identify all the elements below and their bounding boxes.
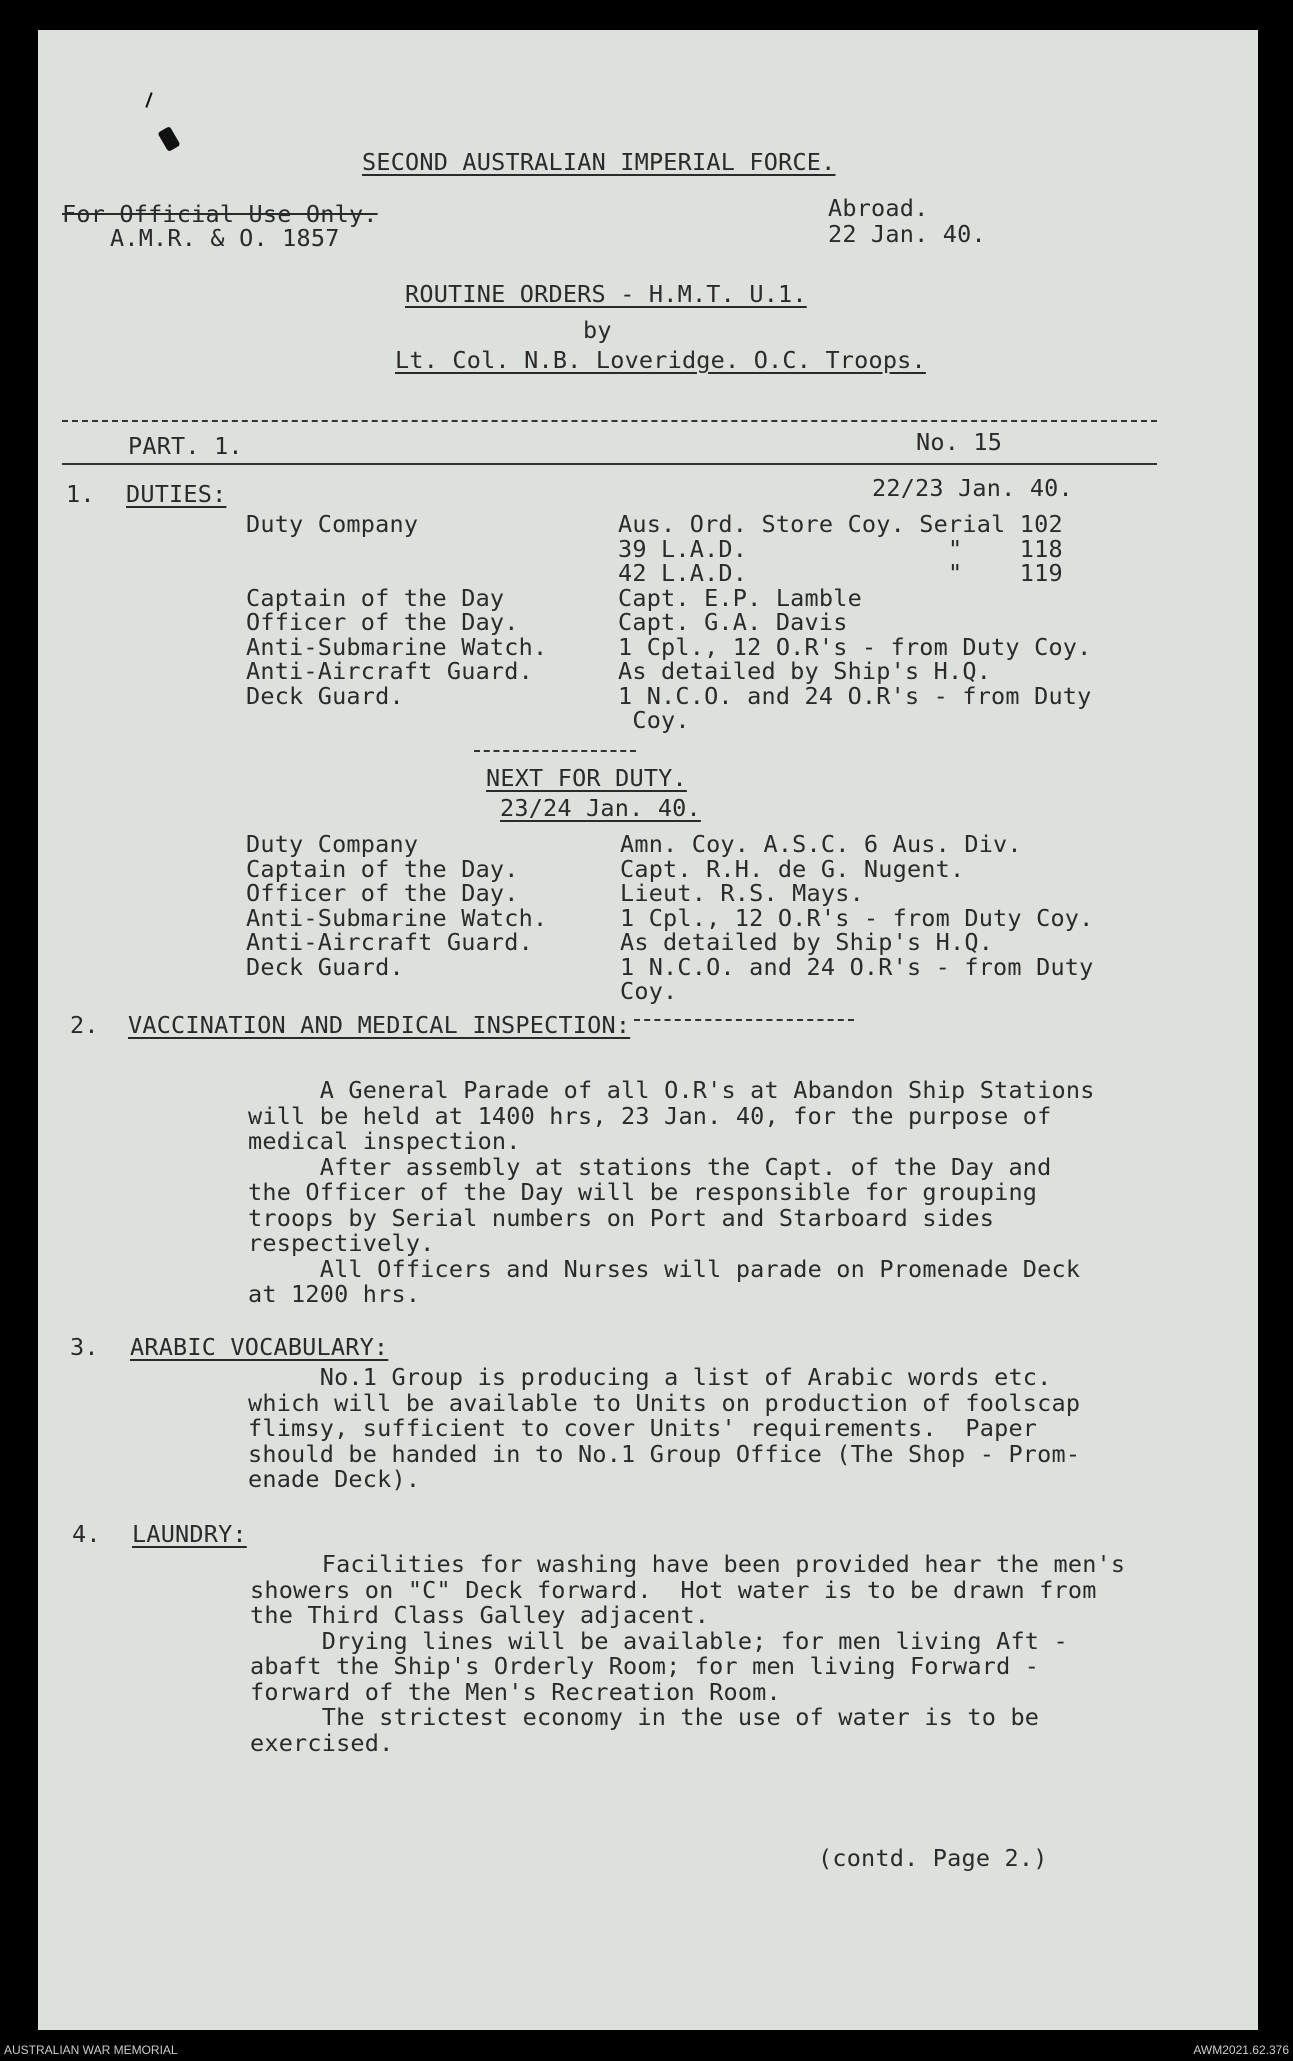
section-number: 2. bbox=[70, 1011, 99, 1039]
duty-assignment: Capt. E.P. Lamble bbox=[618, 583, 862, 612]
duty-assignment: Capt. R.H. de G. Nugent. bbox=[620, 854, 965, 883]
duty-role: Duty Company bbox=[246, 510, 419, 538]
duty-role: Deck Guard. bbox=[246, 952, 404, 981]
duties-date: 22/23 Jan. 40. bbox=[872, 474, 1073, 502]
duty-role: Anti-Aircraft Guard. bbox=[246, 657, 533, 685]
duty-assignment: Coy. bbox=[618, 706, 690, 734]
document-title: SECOND AUSTRALIAN IMPERIAL FORCE. bbox=[362, 148, 836, 176]
archive-credit: AUSTRALIAN WAR MEMORIAL bbox=[4, 2043, 178, 2057]
paragraph-line: flimsy, sufficient to cover Units' requirements. Paper bbox=[248, 1414, 1038, 1442]
separator bbox=[474, 750, 636, 752]
duty-assignment: Lieut. R.S. Mays. bbox=[620, 879, 864, 907]
paragraph-line: troops by Serial numbers on Port and Starboard sides bbox=[248, 1203, 995, 1232]
separator bbox=[634, 1019, 854, 1021]
duty-assignment: 1 Cpl., 12 O.R's - from Duty Coy. bbox=[618, 632, 1092, 661]
paragraph-line: enade Deck). bbox=[248, 1465, 421, 1493]
paragraph-line: exercised. bbox=[250, 1728, 394, 1757]
divider bbox=[62, 420, 1157, 422]
paragraph-line: respectively. bbox=[248, 1229, 435, 1257]
next-for-duty-date: 23/24 Jan. 40. bbox=[500, 794, 701, 822]
section-number: 4. bbox=[72, 1520, 101, 1548]
paragraph-line: Facilities for washing have been provided hear the men's bbox=[250, 1550, 1126, 1578]
section-heading-vaccination: VACCINATION AND MEDICAL INSPECTION: bbox=[128, 1011, 631, 1039]
place: Abroad. bbox=[828, 194, 929, 222]
order-number: No. 15 bbox=[916, 428, 1003, 456]
duty-assignment: Coy. bbox=[620, 977, 678, 1005]
paragraph-line: should be handed in to No.1 Group Office (The Shop - Prom- bbox=[248, 1439, 1081, 1468]
duty-assignment: 42 L.A.D. " 119 bbox=[618, 559, 1063, 587]
duty-role: Anti-Submarine Watch. bbox=[246, 632, 548, 661]
duty-assignment: As detailed by Ship's H.Q. bbox=[618, 657, 992, 685]
duty-assignment: As detailed by Ship's H.Q. bbox=[620, 928, 994, 956]
section-heading-arabic: ARABIC VOCABULARY: bbox=[130, 1333, 389, 1361]
duty-role: Deck Guard. bbox=[246, 681, 404, 710]
paragraph-line: the Officer of the Day will be responsible for grouping bbox=[248, 1178, 1038, 1206]
archive-reference: AWM2021.62.376 bbox=[1193, 2043, 1289, 2057]
paragraph-line: which will be available to Units on production of foolscap bbox=[248, 1388, 1081, 1417]
duty-assignment: 39 L.A.D. " 118 bbox=[618, 534, 1063, 563]
official-use-line: For Official Use Only. bbox=[62, 200, 378, 228]
duty-role: Officer of the Day. bbox=[246, 879, 519, 907]
paragraph-line: showers on "C" Deck forward. Hot water is to be drawn from bbox=[250, 1575, 1097, 1604]
orders-title: ROUTINE ORDERS - H.M.T. U.1. bbox=[405, 280, 807, 308]
duty-role: Officer of the Day. bbox=[246, 608, 519, 636]
divider bbox=[62, 463, 1157, 465]
paragraph-line: forward of the Men's Recreation Room. bbox=[250, 1677, 781, 1706]
paragraph-line: medical inspection. bbox=[248, 1127, 521, 1155]
next-for-duty-heading: NEXT FOR DUTY. bbox=[486, 764, 687, 792]
duty-assignment: Aus. Ord. Store Coy. Serial 102 bbox=[618, 510, 1063, 538]
header-date: 22 Jan. 40. bbox=[828, 220, 986, 248]
duty-assignment: Amn. Coy. A.S.C. 6 Aus. Div. bbox=[620, 830, 1022, 858]
duty-role: Captain of the Day. bbox=[246, 854, 519, 883]
part-label: PART. 1. bbox=[128, 432, 243, 460]
duty-role: Duty Company bbox=[246, 830, 419, 858]
duty-assignment: 1 N.C.O. and 24 O.R's - from Duty bbox=[618, 681, 1092, 710]
section-heading-laundry: LAUNDRY: bbox=[132, 1520, 247, 1548]
paragraph-line: at 1200 hrs. bbox=[248, 1280, 421, 1308]
paragraph-line: The strictest economy in the use of water is to be bbox=[250, 1703, 1040, 1731]
duty-role: Anti-Aircraft Guard. bbox=[246, 928, 533, 956]
amr-reference: A.M.R. & O. 1857 bbox=[110, 224, 340, 252]
duty-role: Captain of the Day bbox=[246, 583, 505, 612]
paragraph-line: Drying lines will be available; for men living Aft - bbox=[250, 1626, 1068, 1655]
section-number: 3. bbox=[70, 1333, 99, 1361]
duty-assignment: 1 Cpl., 12 O.R's - from Duty Coy. bbox=[620, 903, 1094, 932]
paragraph-line: All Officers and Nurses will parade on Promenade Deck bbox=[248, 1254, 1081, 1283]
duty-assignment: Capt. G.A. Davis bbox=[618, 608, 848, 636]
issuer: Lt. Col. N.B. Loveridge. O.C. Troops. bbox=[395, 346, 926, 374]
paragraph-line: No.1 Group is producing a list of Arabic words etc. bbox=[248, 1363, 1052, 1391]
duty-role: Anti-Submarine Watch. bbox=[246, 903, 548, 932]
paragraph-line: A General Parade of all O.R's at Abandon Ship Stations bbox=[248, 1076, 1095, 1104]
paragraph-line: abaft the Ship's Orderly Room; for men living Forward - bbox=[250, 1652, 1040, 1680]
by-text: by bbox=[583, 316, 612, 344]
continued-note: (contd. Page 2.) bbox=[818, 1844, 1048, 1872]
section-number: 1. bbox=[66, 480, 95, 508]
paragraph-line: After assembly at stations the Capt. of the Day and bbox=[248, 1152, 1052, 1181]
section-heading-duties: DUTIES: bbox=[126, 480, 227, 508]
paragraph-line: will be held at 1400 hrs, 23 Jan. 40, for the purpose of bbox=[248, 1101, 1052, 1130]
duty-assignment: 1 N.C.O. and 24 O.R's - from Duty bbox=[620, 952, 1094, 981]
paragraph-line: the Third Class Galley adjacent. bbox=[250, 1601, 710, 1629]
